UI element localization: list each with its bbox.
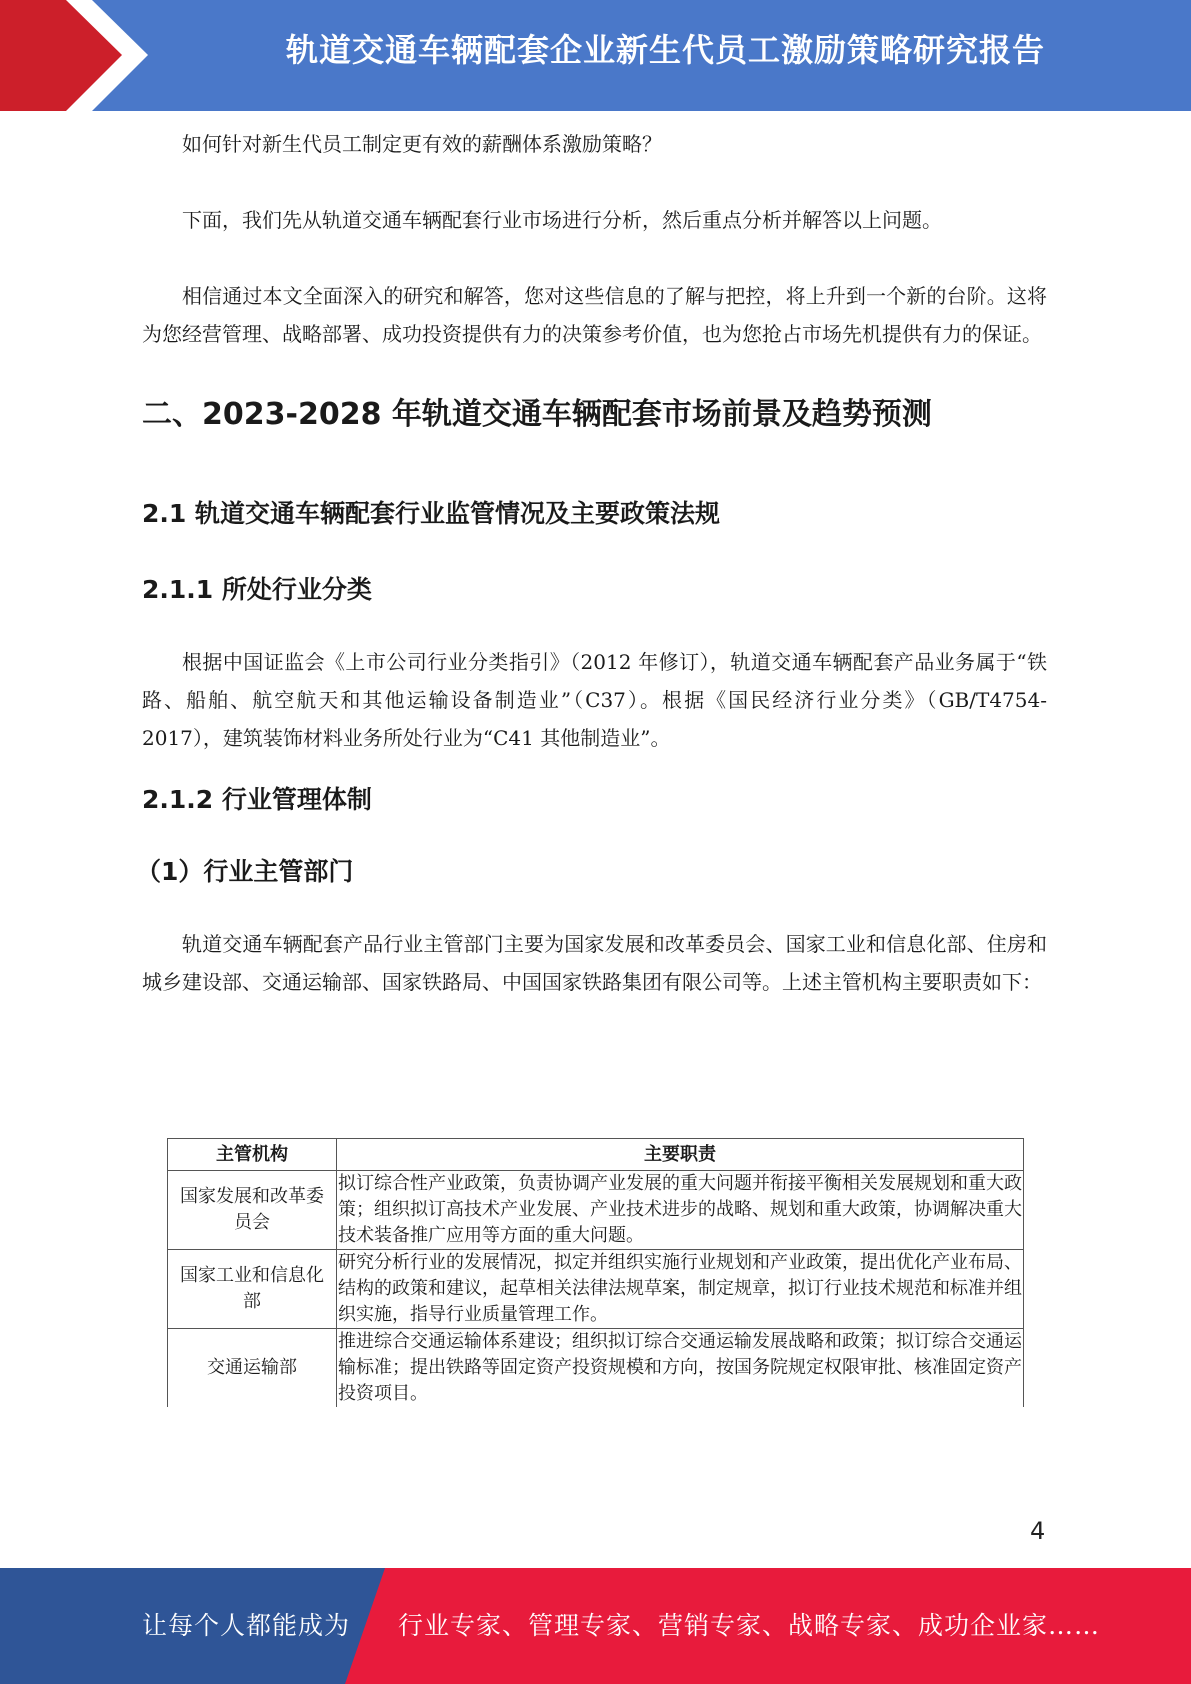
table-row [168, 1250, 1024, 1329]
footer-slogan-left: 让每个人都能成为 [142, 1611, 351, 1640]
table-cell-duty: 研究分析行业的发展情况，拟定并组织实施行业规划和产业政策，提出优化产业布局、结构的政策和建议，起草相关法律法规草案，制定规章，拟订行业技术规范和标准并组织实施，指导行业质量管理工作。 [337, 1250, 1024, 1329]
table-cell-duty: 拟订综合性产业政策，负责协调产业发展的重大问题并衔接平衡相关发展规划和重大政策；组织拟订高技术产业发展、产业技术进步的战略、规划和重大政策，协调解决重大技术装备推广应用等方面的重大问题。 [337, 1171, 1024, 1250]
page-header [0, 0, 1191, 111]
intro-paragraph-2: 下面，我们先从轨道交通车辆配套行业市场进行分析，然后重点分析并解答以上问题。 [182, 208, 942, 232]
table-cell-org: 国家工业和信息化部 [168, 1250, 337, 1329]
subsection-heading-2-1: 2.1 轨道交通车辆配套行业监管情况及主要政策法规 [142, 499, 720, 528]
page-footer [0, 1568, 1191, 1684]
industry-classification-paragraph: 根据中国证监会《上市公司行业分类指引》（2012 年修订），轨道交通车辆配套产品业务属于“铁路、船舶、航空航天和其他运输设备制造业”（C37）。根据《国民经济行业分类》（GB/T4754-2017），建筑装饰材料业务所处行业为“C41 其他制造业”。 [142, 650, 1047, 750]
table-row [168, 1329, 1024, 1408]
table-cell-org: 交通运输部 [168, 1329, 337, 1408]
authorities-paragraph: 轨道交通车辆配套产品行业主管部门主要为国家发展和改革委员会、国家工业和信息化部、住房和城乡建设部、交通运输部、国家铁路局、中国国家铁路集团有限公司等。上述主管机构主要职责如下： [142, 932, 1047, 994]
authorities-table [167, 1138, 1024, 1407]
footer-slogan-right: 行业专家、管理专家、营销专家、战略专家、成功企业家…… [398, 1611, 1101, 1640]
table-row [168, 1171, 1024, 1250]
subsection-heading-2-1-2: 2.1.2 行业管理体制 [142, 785, 372, 814]
page-number: 4 [1030, 1517, 1046, 1545]
intro-paragraph-3: 相信通过本文全面深入的研究和解答，您对这些信息的了解与把控，将上升到一个新的台阶。这将为您经营管理、战略部署、成功投资提供有力的决策参考价值，也为您抢占市场先机提供有力的保证。 [142, 284, 1047, 346]
main-content [136, 125, 1047, 1001]
table-header-org: 主管机构 [168, 1139, 337, 1171]
subsection-heading-authorities: （1）行业主管部门 [136, 857, 354, 886]
table-header-duty: 主要职责 [337, 1139, 1024, 1171]
intro-paragraph-1: 如何针对新生代员工制定更有效的薪酬体系激励策略？ [182, 132, 662, 156]
table-cell-org: 国家发展和改革委员会 [168, 1171, 337, 1250]
table-cell-duty: 推进综合交通运输体系建设；组织拟订综合交通运输发展战略和政策；拟订综合交通运输标准；提出铁路等固定资产投资规模和方向，按国务院规定权限审批、核准固定资产投资项目。 [337, 1329, 1024, 1408]
subsection-heading-2-1-1: 2.1.1 所处行业分类 [142, 575, 372, 604]
section-heading: 二、2023-2028 年轨道交通车辆配套市场前景及趋势预测 [142, 397, 932, 432]
report-title: 轨道交通车辆配套企业新生代员工激励策略研究报告 [285, 31, 1045, 69]
table-header-row [168, 1139, 1024, 1171]
